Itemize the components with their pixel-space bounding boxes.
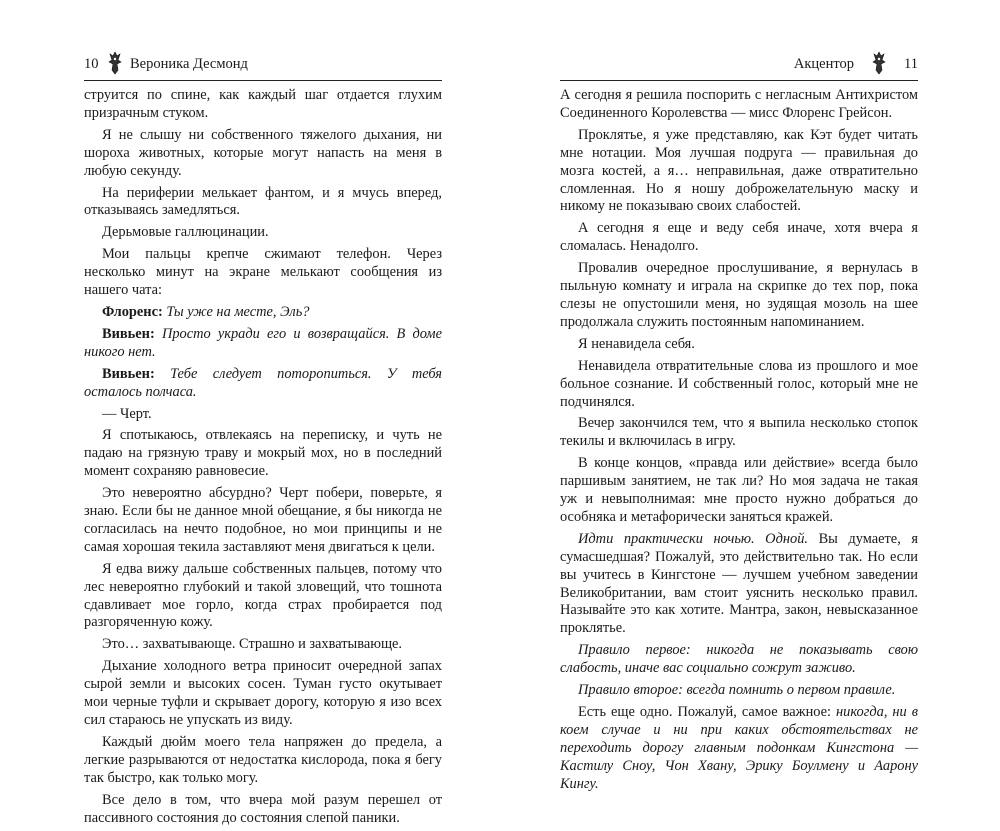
paragraph <box>84 326 442 362</box>
chat-message: Тебе следует поторопиться. У тебя осталось полчаса. <box>84 365 442 400</box>
paragraph: А сегодня я еще и веду себя иначе, хотя вчера я сломалась. Ненадолго. <box>560 220 918 255</box>
paragraph: А сегодня я решила поспорить с негласным Антихристом Соединенного Королевства — мисс Флоренс Грейсон. <box>560 87 918 121</box>
paragraph: Все дело в том, что вчера мой разум перешел от пассивного состояния до состояния слепой паники. <box>84 791 442 826</box>
paragraph: Ненавидела отвратительные слова из прошлого и мое больное сознание. И собственный голос, который мне не подчинялся. <box>560 357 918 410</box>
paragraph: Мои пальцы крепче сжимают телефон. Через несколько минут на экране мелькают сообщения из нашего чата: <box>84 246 442 299</box>
bird-emblem-icon <box>872 50 886 76</box>
chat-message: Просто укради его и возвращайся. В доме никого нет. <box>84 325 443 360</box>
paragraph <box>84 304 442 322</box>
paragraph: На периферии мелькает фантом, и я мчусь вперед, отказываясь замедляться. <box>84 184 442 219</box>
chat-message: Ты уже на месте, Эль? <box>166 303 310 320</box>
paragraph <box>84 366 442 402</box>
paragraph: Я едва вижу дальше собственных пальцев, потому что лес невероятно глубокий и такой зловещий, что тошнота сдавливает мое горло, когда страх пробирается под разгоряченную кожу. <box>84 560 442 631</box>
chat-speaker: Вивьен: <box>102 325 155 342</box>
paragraph: В конце концов, «правда или действие» всегда было паршивым занятием, не так ли? Но моя задача не такая уж и невыполнимая: мне просто нужно добраться до особняка и метафорически заняться кражей. <box>560 455 918 525</box>
paragraph <box>560 642 918 678</box>
running-header-author: Вероника Десмонд <box>130 56 248 72</box>
right-page <box>560 0 918 792</box>
page-number: 10 <box>84 56 99 72</box>
running-header <box>560 50 918 81</box>
paragraph: Я не слышу ни собственного тяжелого дыхания, ни шороха животных, которые могут напасть на меня в любую секунду. <box>84 126 442 179</box>
paragraph: — Черт. <box>102 405 152 422</box>
paragraph: Каждый дюйм моего тела напряжен до предела, а легкие разрываются от недостатка кислорода, пока я бегу так быстро, как только могу. <box>84 733 442 786</box>
italic-text: никогда, ни в коем случае и ни при каких обстоятельствах не переходить дорогу главным подонкам Кингстона — Кастилу Сноу, Чон Хвану, Эрику Боулмену и Аарону Кингу. <box>560 704 918 792</box>
running-header-title: Акцентор <box>793 56 854 72</box>
paragraph: Провалив очередное прослушивание, я вернулась в пыльную комнату и играла на скрипке до тех пор, пока слезы не опустошили меня, но зудящая мозоль на шее продолжала служить постоянным напоминанием. <box>560 260 918 330</box>
page-number: 11 <box>904 56 918 72</box>
paragraph: Вечер закончился тем, что я выпила несколько стопок текилы и включилась в игру. <box>560 415 918 450</box>
running-header <box>84 50 442 81</box>
paragraph: Проклятье, я уже представляю, как Кэт будет читать мне нотации. Моя лучшая подруга — правильная до мозга костей, а я… неправильная, даже отвратительно сломленная. Но я ношу доброжелательную маску и никому не показываю своих слабостей. <box>560 126 918 215</box>
italic-text: Идти практически ночью. Одной. <box>578 530 808 547</box>
paragraph: струится по спине, как каждый шаг отдается глухим призрачным стуком. <box>84 87 442 121</box>
chat-speaker: Флоренс: <box>102 303 163 320</box>
paragraph: Я спотыкаюсь, отвлекаясь на переписку, и чуть не падаю на грязную траву и мокрый мох, но в последний момент сохраняю равновесие. <box>84 427 442 480</box>
paragraph: Дерьмовые галлюцинации. <box>102 224 269 241</box>
paragraph <box>560 682 918 700</box>
paragraph: Дыхание холодного ветра приносит очередной запах сырой земли и высоких сосен. Туман густо окутывает мои черные туфли и скрывает дорогу, которую я изо всех сил стараюсь не упускать из виду. <box>84 658 442 728</box>
italic-text: Правило второе: всегда помнить о первом правиле. <box>578 682 896 699</box>
paragraph: Я ненавидела себя. <box>578 335 695 352</box>
paragraph <box>560 531 918 638</box>
bird-emblem-icon <box>108 50 122 76</box>
left-page <box>84 0 443 826</box>
chat-speaker: Вивьен: <box>102 365 155 382</box>
plain-text: Есть еще одно. Пожалуй, самое важное: <box>578 704 837 720</box>
body-text <box>560 87 918 798</box>
paragraph: Это… захватывающе. Страшно и захватывающе. <box>102 636 403 653</box>
paragraph <box>560 704 918 794</box>
italic-text: Правило первое: никогда не показывать свою слабость, иначе вас социально сожрут заживо. <box>560 642 918 677</box>
plain-text: Вы думаете, я сумасшедшая? Пожалуй, это действительно так. Но если вы учитесь в Кингстоне — лучшем учебном заведении Великобритании, вам стоит уяснить несколько правил. Называйте это как хотите. Мантра, закон, невысказанное проклятье. <box>560 530 918 637</box>
paragraph: Это невероятно абсурдно? Черт побери, поверьте, я знаю. Если бы не данное мной обещание, я бы никогда не согласилась на нечто подобное, но мои принципы и не самая хорошая текила заставляют меня двигаться к цели. <box>84 485 442 555</box>
body-text <box>84 87 442 831</box>
